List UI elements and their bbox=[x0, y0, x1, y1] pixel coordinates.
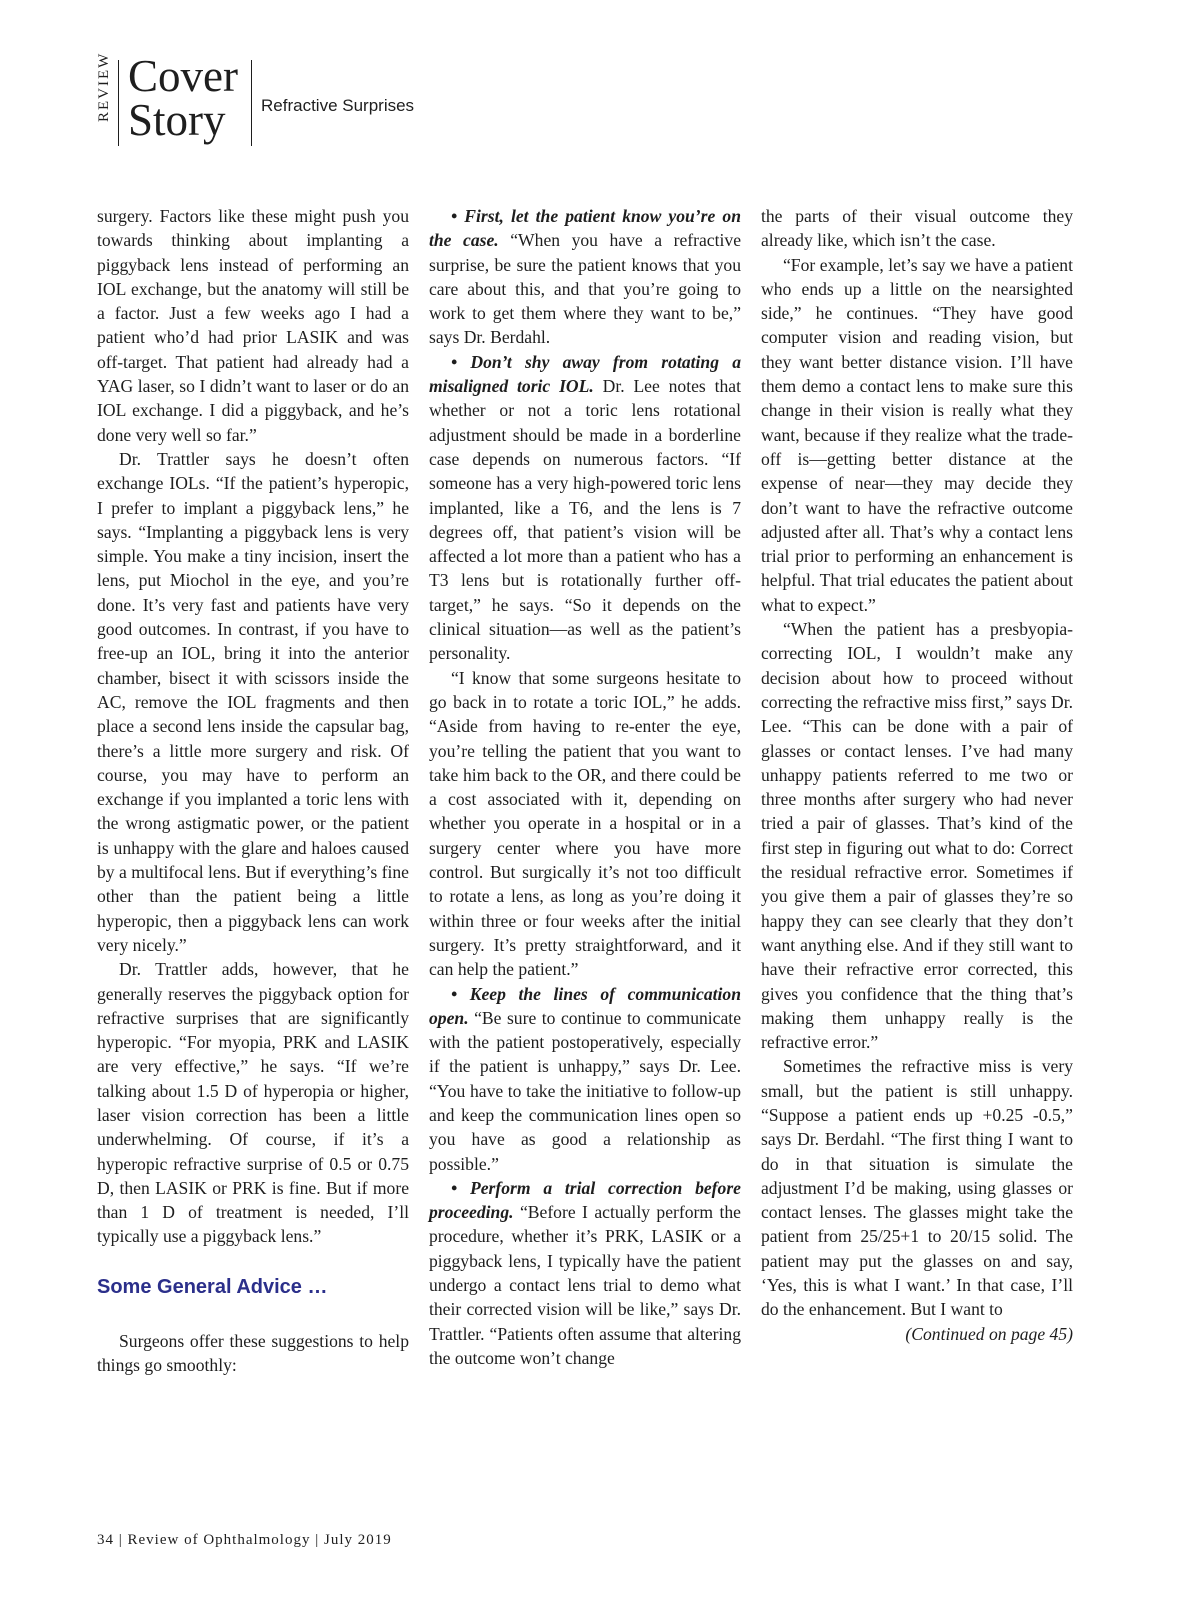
continued-note: (Continued on page 45) bbox=[905, 1323, 1073, 1344]
bullet-lead: • Perform a trial correction before proceeding. bbox=[429, 1177, 741, 1223]
bullet-paragraph bbox=[429, 982, 741, 1176]
paragraph: “For example, let’s say we have a patient who ends up a little on the nearsighted side,” he continues. “They have good computer vision and reading vision, but they want better distance vision. I’ll have them demo a contact lens to make sure this change in their vision is really what they want, because if they realize what the trade-off is—getting better distance at the expense of near—they may decide they don’t want to have the refractive outcome adjusted after all. That’s why a contact lens trial prior to performing an enhancement is helpful. That trial educates the patient about what to expect.” bbox=[761, 254, 1073, 615]
bullet-lead: • Keep the lines of communication open. bbox=[429, 983, 741, 1028]
bullet-text: “When you have a refractive surprise, be sure the patient knows that you care about this, and that you’re going to work to get them where they want to be,” says Dr. Berdahl. bbox=[429, 230, 741, 348]
bullet-text: “Before I actually perform the procedure, whether it’s PRK, LASIK or a piggyback lens, I typically have the patient undergo a contact lens trial to demo what their corrected vision will be like,” says Dr. Trattler. “Patients often assume that altering the outcome won’t change bbox=[429, 1202, 741, 1368]
bullet-text: Dr. Lee notes that whether or not a toric lens rotational adjustment should be made in a borderline case depends on numerous factors. “If someone has a very high-powered toric lens implanted, like a T6, and the lens is 7 degrees off, that patient’s vision will be affected a lot more than a patient who has a T3 lens but is rotationally further off-target,” he says. “So it depends on the clinical situation—as well as the patient’s personality. bbox=[429, 376, 741, 664]
paragraph: surgery. Factors like these might push you towards thinking about implanting a piggyback lens instead of performing an IOL exchange, but the anatomy will still be a factor. Just a few weeks ago I had a patient who’d had prior LASIK and was off-target. That patient had already had a YAG laser, so I didn’t want to laser or do an IOL exchange. I did a piggyback, and he’s done very well so far.” bbox=[97, 206, 409, 445]
bullet-paragraph bbox=[429, 204, 741, 350]
review-vertical-label: REVIEW bbox=[96, 51, 112, 122]
section-label: Refractive Surprises bbox=[261, 96, 415, 115]
cover-line-2: Story bbox=[128, 95, 226, 145]
cover-story-title bbox=[128, 51, 238, 145]
paragraph: Dr. Trattler adds, however, that he generally reserves the piggyback option for refractive surprises that are significantly hyperopic. “For myopia, PRK and LASIK are very effective,” he says. “If we’re talking about 1.5 D of hyperopia or higher, laser vision correction has been a little underwhelming. Of course, if it’s a hyperopic refractive surprise of 0.5 or 0.75 D, then LASIK or PRK is fine. But if more than 1 D of treatment is needed, I’ll typically use a piggyback lens.” bbox=[97, 959, 409, 1247]
paragraph: the parts of their visual outcome they already like, which isn’t the case. bbox=[761, 206, 1073, 251]
paragraph: “I know that some surgeons hesitate to go back in to rotate a toric IOL,” he adds. “Aside from having to re-enter the eye, you’re telling the patient that you want to take him back to the OR, and there could be a cost associated with it, depending on whether you operate in a hospital or in a surgery center where you have more control. But surgically it’s not too difficult to rotate a lens, as long as you’re doing it within three or four weeks after the initial surgery. It’s pretty straightforward, and it can help the patient.” bbox=[429, 667, 741, 980]
column-1 bbox=[97, 204, 409, 1378]
subheading: Some General Advice … bbox=[97, 1275, 328, 1298]
cover-line-1: Cover bbox=[128, 51, 238, 101]
bullet-paragraph bbox=[429, 1176, 741, 1370]
bullet-lead: • First, let the patient know you’re on the case. bbox=[429, 206, 741, 251]
bullet-lead: • Don’t shy away from rotating a misaligned toric IOL. bbox=[429, 351, 741, 397]
column-2 bbox=[429, 204, 741, 1370]
header-divider-right bbox=[251, 60, 252, 146]
paragraph: Surgeons offer these suggestions to help things go smoothly: bbox=[97, 1331, 409, 1376]
column-3 bbox=[761, 204, 1073, 1346]
paragraph: “When the patient has a presbyopia-correcting IOL, I wouldn’t make any decision about how to proceed without correcting the refractive miss first,” says Dr. Lee. “This can be done with a pair of glasses or contact lenses. I’ve had many unhappy patients referred to me two or three months after surgery who had never tried a pair of glasses. That’s kind of the first step in figuring out what to do: Correct the residual refractive error. Sometimes if you give them a pair of glasses they’re so happy they can see clearly that they don’t want anything else. And if they still want to have their refractive error corrected, this gives you confidence that the thing that’s making them unhappy really is the refractive error.” bbox=[761, 619, 1073, 1053]
bullet-text: “Be sure to continue to communicate with the patient postoperatively, especially if the patient is unhappy,” says Dr. Lee. “You have to take the initiative to follow-up and keep the communication lines open so you have as good a relationship as possible.” bbox=[429, 1007, 741, 1174]
header-divider-left bbox=[118, 60, 119, 146]
bullet-paragraph bbox=[429, 350, 741, 666]
paragraph: Dr. Trattler says he doesn’t often exchange IOLs. “If the patient’s hyperopic, I prefer to implant a piggyback lens,” he says. “Implanting a piggyback lens is very simple. You make a tiny incision, insert the lens, put Miochol in the eye, and you’re done. It’s very fast and patients have very good outcomes. In contrast, if you have to free-up an IOL, bring it into the anterior chamber, bisect it with scissors inside the AC, remove the IOL fragments and then place a second lens inside the capsular bag, there’s a little more surgery and risk. Of course, you may have to perform an exchange if you implanted a toric lens with the wrong astigmatic power, or the patient is unhappy with the glare and haloes caused by a multifocal lens. But if everything’s fine other than the patient being a little hyperopic, then a piggyback lens can work very nicely.” bbox=[97, 448, 409, 955]
paragraph: Sometimes the refractive miss is very small, but the patient is still unhappy. “Suppose a patient ends up +0.25 -0.5,” says Dr. Berdahl. “The first thing I want to do in that situation is simulate the adjustment I’d be making, using glasses or contact lenses. The glasses might take the patient from 25/25+1 to 20/15 solid. The patient may put the glasses on and say, ‘Yes, this is what I want.’ In that case, I’ll do the enhancement. But I want to bbox=[761, 1056, 1073, 1320]
page-footer: 34 | Review of Ophthalmology | July 2019 bbox=[97, 1532, 392, 1548]
